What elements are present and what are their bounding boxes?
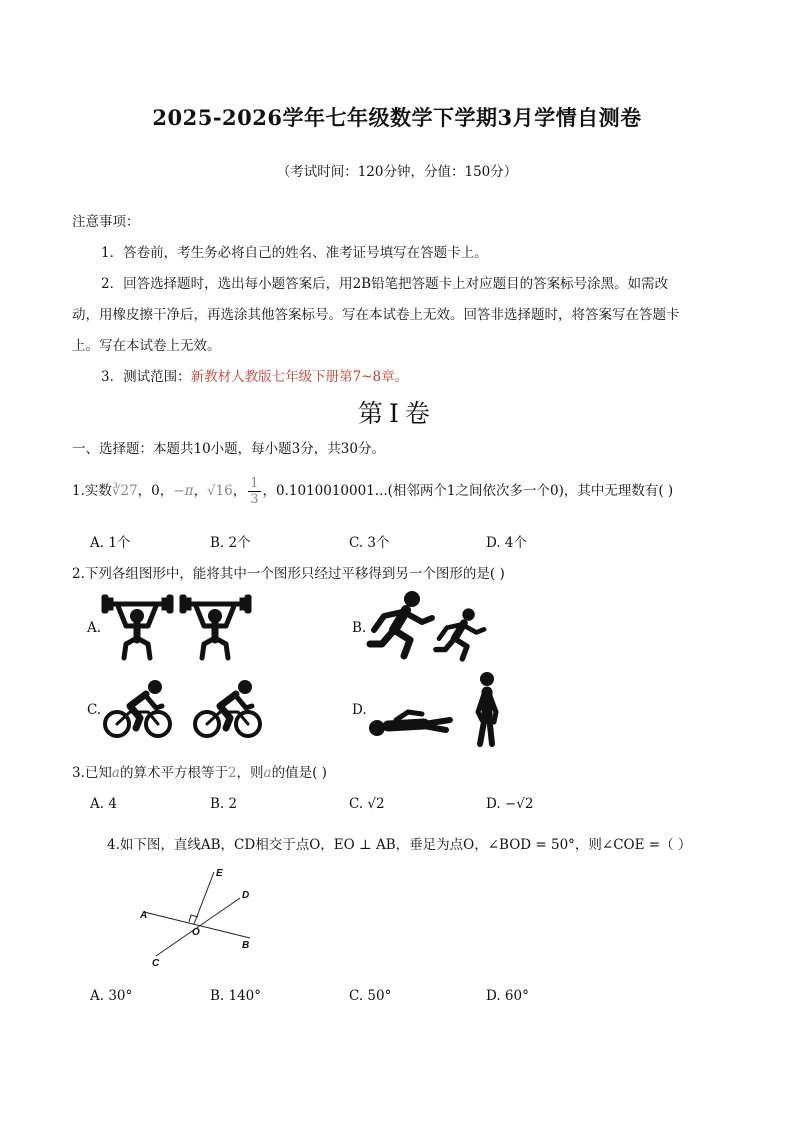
notes-item-3-range: 新教材人教版七年级下册第7~8章。	[190, 369, 409, 385]
question-4-stem: 4.如下图，直线AB，CD相交于点O，EO ⊥ AB，垂足为点O，∠BOD = 50°，则∠COE =（ ）	[107, 837, 692, 853]
notes-item-2-line2: 动，用橡皮擦干净后，再选涂其他答案标号。写在本试卷上无效。回答非选择题时，将答案写在答题卡	[72, 307, 680, 323]
label-o: O	[192, 927, 200, 938]
q3-stem-a: 3.已知	[72, 765, 112, 781]
notes-item-2-line3: 上。写在本试卷上无效。	[72, 338, 221, 354]
q3-value-two: 2	[227, 765, 237, 781]
q1-prefix: 1.实数	[72, 483, 112, 499]
q1-fraction	[248, 476, 260, 507]
lying-figure-icon	[366, 706, 456, 740]
q2-option-d-label[interactable]: D.	[352, 702, 367, 718]
notes-item-2-line1: 2．回答选择题时，选出每小题答案后，用2B铅笔把答题卡上对应题目的答案标号涂黑。如需改	[101, 276, 669, 292]
q4-option-c[interactable]: C. 50°	[349, 988, 392, 1004]
q1-sqrt-16: √16	[206, 483, 233, 499]
q3-option-a[interactable]: A. 4	[90, 796, 117, 812]
section-1-heading: 一、选择题：本题共10小题，每小题3分，共30分。	[72, 441, 385, 457]
notes-item-3	[101, 365, 408, 385]
exam-title: 2025-2026学年七年级数学下学期3月学情自测卷	[152, 105, 642, 130]
q3-stem-c: ，则	[236, 765, 264, 781]
q1-zero: ，0，	[137, 483, 174, 499]
cyclist-icon	[190, 678, 265, 740]
notes-item-1: 1．答卷前，考生务必将自己的姓名、准考证号填写在答题卡上。	[101, 245, 488, 261]
label-a: A	[140, 910, 148, 921]
q3-option-b[interactable]: B. 2	[210, 796, 238, 812]
q3-option-d[interactable]: D. −√2	[486, 796, 534, 812]
q1-option-b[interactable]: B. 2个	[210, 535, 251, 551]
question-3-stem	[72, 761, 327, 781]
label-e: E	[216, 868, 223, 879]
q4-option-a[interactable]: A. 30°	[90, 988, 133, 1004]
standing-figure-icon	[470, 670, 504, 748]
intersecting-lines-figure	[132, 860, 260, 972]
q3-var-a-2: a	[263, 765, 272, 781]
q2-option-a-label[interactable]: A.	[87, 620, 102, 636]
q1-option-d[interactable]: D. 4个	[486, 535, 528, 551]
cyclist-icon	[100, 678, 175, 740]
q1-sep-2: ，	[232, 483, 247, 499]
q1-frac-denominator: 3	[250, 492, 259, 507]
label-c: C	[152, 958, 160, 969]
q1-sep-1: ，	[193, 483, 207, 499]
label-d: D	[242, 890, 250, 901]
q3-stem-d: 的值是( )	[271, 765, 327, 781]
question-1-stem	[72, 476, 673, 507]
notes-item-3-prefix: 3．测试范围：	[101, 369, 191, 385]
q2-option-b-label[interactable]: B.	[352, 620, 367, 636]
weightlifter-icon	[100, 592, 175, 662]
q4-option-d[interactable]: D. 60°	[486, 988, 529, 1004]
q3-option-c[interactable]: C. √2	[349, 796, 385, 812]
exam-subtitle: （考试时间：120分钟，分值：150分）	[276, 164, 518, 180]
q4-option-b[interactable]: B. 140°	[210, 988, 262, 1004]
q3-stem-b: 的算术平方根等于	[119, 765, 228, 781]
q1-option-c[interactable]: C. 3个	[349, 535, 390, 551]
weightlifter-icon	[178, 592, 253, 662]
q1-option-a[interactable]: A. 1个	[90, 535, 131, 551]
q2-option-c-label[interactable]: C.	[87, 702, 102, 718]
label-b: B	[242, 940, 250, 951]
q1-neg-pi: −π	[173, 483, 194, 499]
q1-tail: ，0.1010010001...(相邻两个1之间依次多一个0)，其中无理数有( )	[262, 483, 674, 499]
q1-cube-root: ∛27	[111, 483, 138, 499]
question-2-stem: 2.下列各组图形中，能将其中一个图形只经过平移得到另一个图形的是( )	[72, 566, 505, 582]
runner-icon	[432, 606, 488, 662]
q3-var-a: a	[111, 765, 120, 781]
notes-heading: 注意事项：	[72, 214, 140, 230]
volume-label: 第Ⅰ卷	[358, 399, 436, 428]
runner-icon	[366, 588, 436, 660]
q1-frac-numerator: 1	[250, 476, 259, 491]
